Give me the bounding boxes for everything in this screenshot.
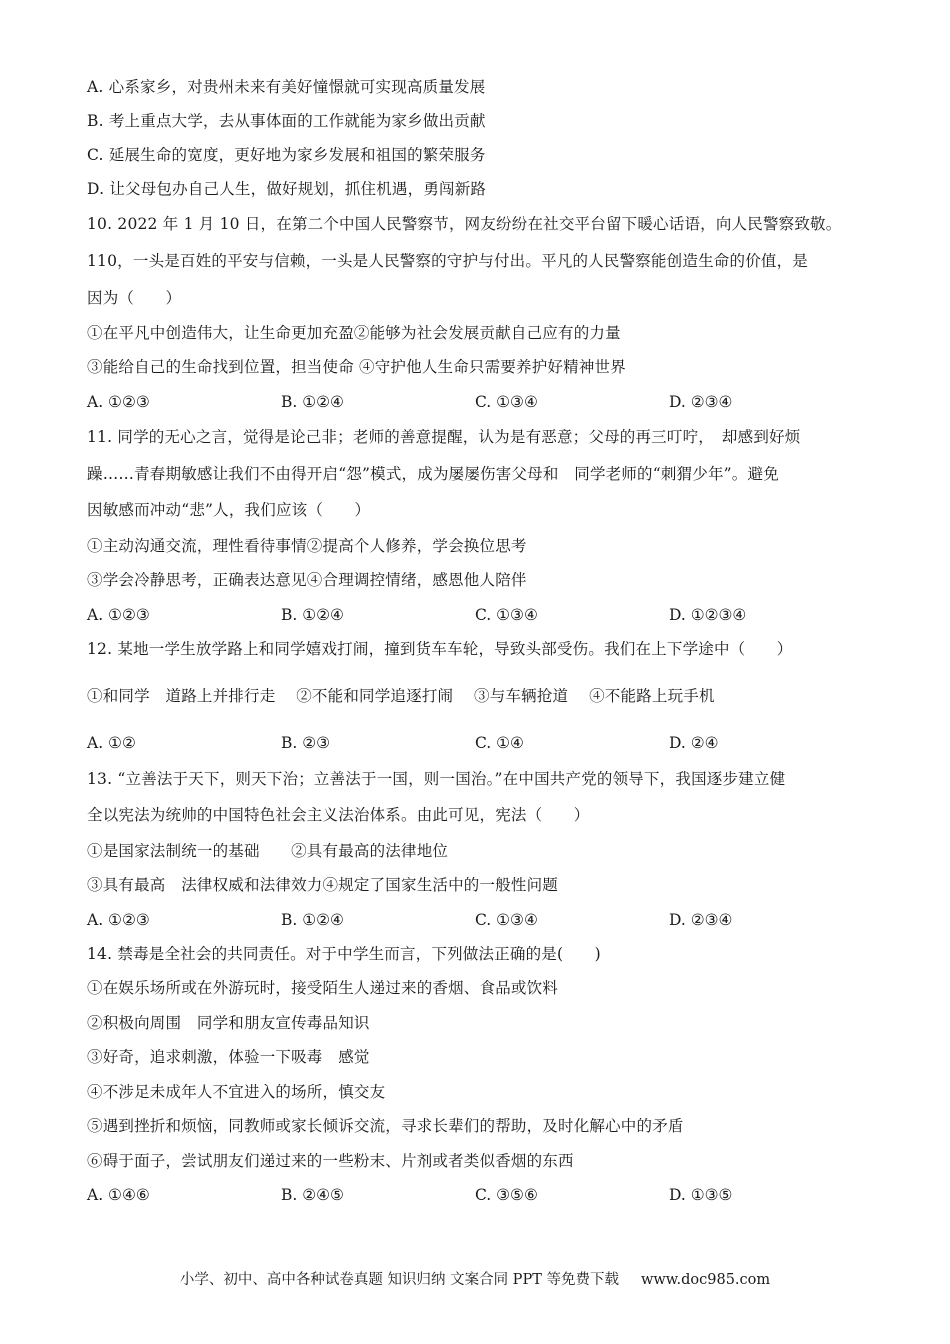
q11-item-line: ①主动沟通交流，理性看待事情②提高个人修养，学会换位思考	[87, 537, 527, 555]
q14-option-b: B. ②④⑤	[281, 1186, 344, 1204]
q13-option-a: A. ①②③	[87, 911, 150, 929]
q11-item-line: ③学会冷静思考，正确表达意见④合理调控情绪，感恩他人陪伴	[87, 571, 527, 589]
q10-option-a: A. ①②③	[87, 393, 150, 411]
q10-item-line: ①在平凡中创造伟大，让生命更加充盈②能够为社会发展贡献自己应有的力量	[87, 324, 621, 342]
q10-stem-line: 10. 2022 年 1 月 10 日，在第二个中国人民警察节，网友纷纷在社交平台留下暖心话语，向人民警察致敬。	[87, 215, 842, 233]
q14-stem-line: 14. 禁毒是全社会的共同责任。对于中学生而言，下列做法正确的是( )	[87, 945, 601, 963]
q13-item-line: ③具有最高 法律权威和法律效力④规定了国家生活中的一般性问题	[87, 876, 559, 894]
q12-option-d: D. ②④	[669, 734, 719, 752]
q11-stem-line: 躁……青春期敏感让我们不由得开启“怨”模式，成为屡屡伤害父母和 同学老师的“刺猬少年”。避免	[87, 465, 779, 483]
q10-option-c: C. ①③④	[475, 393, 538, 411]
q14-item-line: ③好奇，追求刺激，体验一下吸毒 感觉	[87, 1048, 370, 1066]
q10-option-d: D. ②③④	[669, 393, 733, 411]
q14-option-c: C. ③⑤⑥	[475, 1186, 538, 1204]
q13-stem-line: 13. “立善法于天下，则天下治；立善法于一国，则一国治。”在中国共产党的领导下，我国逐步建立健	[87, 770, 786, 788]
q14-item-line: ⑤遇到挫折和烦恼，同教师或家长倾诉交流，寻求长辈们的帮助，及时化解心中的矛盾	[87, 1117, 684, 1135]
q11-option-c: C. ①③④	[475, 606, 538, 624]
q10-item-line: ③能给自己的生命找到位置，担当使命 ④守护他人生命只需要养护好精神世界	[87, 358, 626, 376]
q9-option-c: C. 延展生命的宽度，更好地为家乡发展和祖国的繁荣服务	[87, 146, 486, 164]
q11-stem-line: 11. 同学的无心之言，觉得是论己非；老师的善意提醒，认为是有恶意；父母的再三叮咛， 却感到好烦	[87, 428, 801, 446]
q10-stem-line: 因为（ ）	[87, 289, 182, 307]
q14-item-line: ④不涉足未成年人不宜进入的场所，慎交友	[87, 1083, 386, 1101]
q9-option-b: B. 考上重点大学，去从事体面的工作就能为家乡做出贡献	[87, 112, 486, 130]
q14-option-d: D. ①③⑤	[669, 1186, 733, 1204]
q14-item-line: ①在娱乐场所或在外游玩时，接受陌生人递过来的香烟、食品或饮料	[87, 979, 559, 997]
q13-option-c: C. ①③④	[475, 911, 538, 929]
footer-text: 小学、初中、高中各种试卷真题 知识归纳 文案合同 PPT 等免费下载	[179, 1272, 619, 1288]
q11-stem-line: 因敏感而冲动“悲”人，我们应该（ ）	[87, 501, 371, 519]
q14-item-line: ⑥碍于面子，尝试朋友们递过来的一些粉末、片剂或者类似香烟的东西	[87, 1152, 574, 1170]
q13-stem-line: 全以宪法为统帅的中国特色社会主义法治体系。由此可见，宪法（ ）	[87, 806, 590, 824]
q10-stem-line: 110，一头是百姓的平安与信赖，一头是人民警察的守护与付出。平凡的人民警察能创造生命的价值，是	[87, 252, 808, 270]
q13-option-d: D. ②③④	[669, 911, 733, 929]
q10-option-b: B. ①②④	[281, 393, 344, 411]
q13-item-line: ①是国家法制统一的基础 ②具有最高的法律地位	[87, 842, 449, 860]
q14-option-a: A. ①④⑥	[87, 1186, 150, 1204]
q11-option-b: B. ①②④	[281, 606, 344, 624]
q11-option-a: A. ①②③	[87, 606, 150, 624]
q13-option-b: B. ①②④	[281, 911, 344, 929]
q12-option-b: B. ②③	[281, 734, 331, 752]
q12-option-a: A. ①②	[87, 734, 136, 752]
q9-option-a: A. 心系家乡，对贵州未来有美好憧憬就可实现高质量发展	[87, 78, 486, 96]
q11-option-d: D. ①②③④	[669, 606, 747, 624]
q12-option-c: C. ①④	[475, 734, 524, 752]
q12-stem-line: 12. 某地一学生放学路上和同学嬉戏打闹，撞到货车车轮，导致头部受伤。我们在上下学途中（ ）	[87, 640, 793, 658]
q9-option-d: D. 让父母包办自己人生，做好规划，抓住机遇，勇闯新路	[87, 180, 487, 198]
q14-item-line: ②积极向周围 同学和朋友宣传毒品知识	[87, 1014, 370, 1032]
page-footer	[0, 1270, 950, 1290]
footer-url-link[interactable]: www.doc985.com	[640, 1272, 771, 1288]
q12-item-line: ①和同学 道路上并排行走 ②不能和同学追逐打闹 ③与车辆抢道 ④不能路上玩手机	[87, 687, 715, 705]
